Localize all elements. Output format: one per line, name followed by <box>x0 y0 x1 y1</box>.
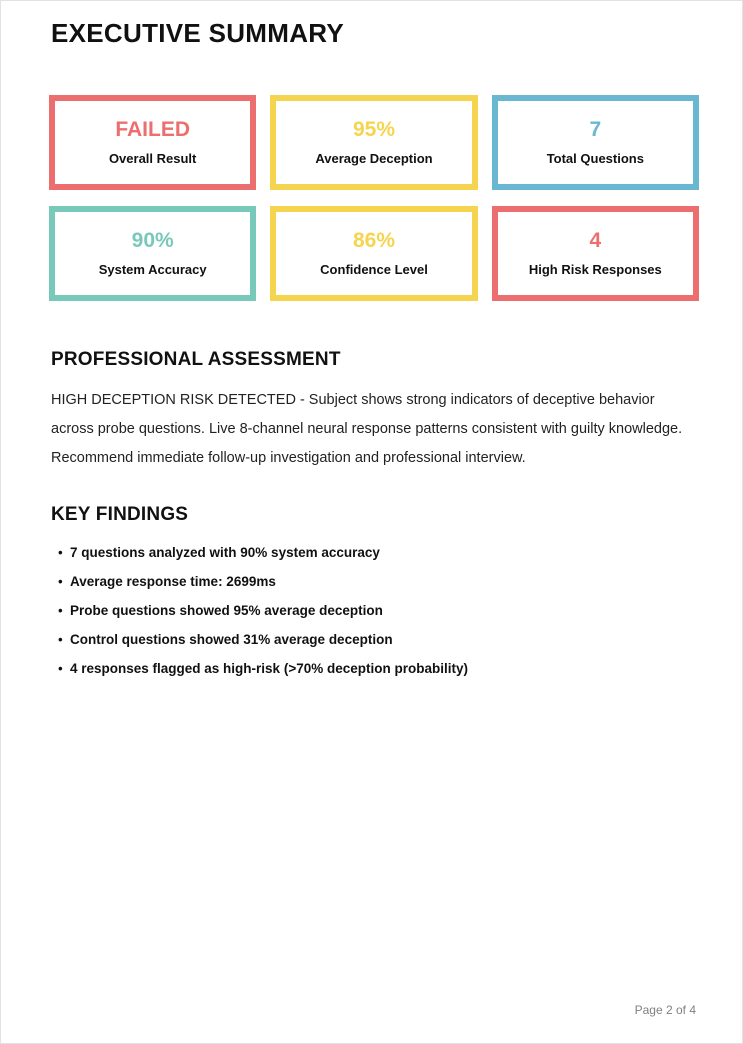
metric-card-overall-result <box>49 95 256 190</box>
metric-label: Average Deception <box>315 151 433 166</box>
page-number: Page 2 of 4 <box>634 1003 696 1017</box>
finding-item: • 7 questions analyzed with 90% system accuracy <box>58 545 697 561</box>
metric-value: 86% <box>352 229 395 252</box>
metric-cards-grid <box>49 95 699 301</box>
findings-list <box>58 545 697 677</box>
finding-item: • 4 responses flagged as high-risk (>70% deception probability) <box>58 661 697 677</box>
metric-card-system-accuracy <box>49 206 256 301</box>
finding-item: • Probe questions showed 95% average deception <box>58 603 697 619</box>
findings-heading: KEY FINDINGS <box>51 504 189 525</box>
metric-card-high-risk-responses <box>492 206 699 301</box>
metric-card-total-questions <box>492 95 699 190</box>
metric-value: 95% <box>352 118 395 141</box>
metric-label: System Accuracy <box>98 262 207 277</box>
assessment-heading: PROFESSIONAL ASSESSMENT <box>51 349 341 370</box>
metric-label: Total Questions <box>546 151 644 166</box>
metric-value: 4 <box>589 229 602 252</box>
metric-value: FAILED <box>115 118 190 141</box>
metric-value: 90% <box>131 229 174 252</box>
metric-label: Overall Result <box>108 151 197 166</box>
metric-value: 7 <box>589 118 602 141</box>
finding-item: • Average response time: 2699ms <box>58 574 697 590</box>
metric-label: High Risk Responses <box>528 262 662 277</box>
metric-card-confidence-level <box>270 206 477 301</box>
page-title: EXECUTIVE SUMMARY <box>51 18 345 48</box>
metric-card-average-deception <box>270 95 477 190</box>
finding-item: • Control questions showed 31% average deception <box>58 632 697 648</box>
metric-label: Confidence Level <box>320 262 428 277</box>
assessment-body: HIGH DECEPTION RISK DETECTED - Subject shows strong indicators of deceptive behavior across probe questions. Live 8-channel neural response patterns consistent with guilty knowledge. Recommend immediate follow-up investigation and professional interview. <box>51 392 683 466</box>
